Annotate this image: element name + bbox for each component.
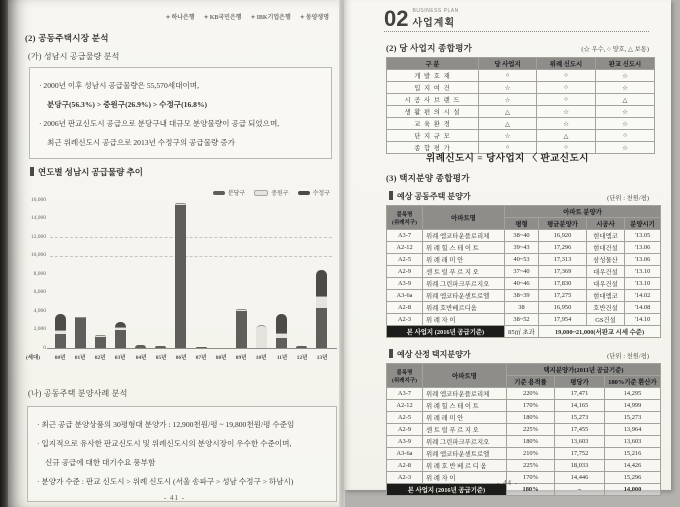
data-cell: 현대건설 xyxy=(587,242,625,254)
left-page-number: - 41 - xyxy=(163,494,186,502)
x-axis-label: 06년 xyxy=(175,355,187,361)
footer-label: 본 사업지 (2016년 공급기준) xyxy=(387,484,507,496)
row-label: 교 육 환 경 xyxy=(387,118,479,130)
chart-bar-segment xyxy=(75,317,86,348)
column-header-apartment: 아파트명 xyxy=(423,206,505,230)
data-cell: 15,216 xyxy=(605,448,661,460)
data-cell: 위례 그린파크푸르지오 xyxy=(423,436,507,448)
column-header: 위례 신도시 xyxy=(537,58,596,70)
bank-logo-icon: ✦ xyxy=(250,15,256,21)
chapter-title: 사업계획 xyxy=(412,18,456,29)
table3-title: 예상 산정 택지분양가 xyxy=(389,349,471,360)
data-cell: A3-9 xyxy=(387,436,423,448)
gridline xyxy=(50,256,332,257)
column-header: 당 사업지 xyxy=(479,58,537,70)
footer-size: 85㎡ 초과 xyxy=(505,326,539,338)
data-cell: 37~40 xyxy=(505,266,539,278)
data-cell: A2-8 xyxy=(387,460,423,472)
rating-legend-note: (☆ 우수, ○ 양호, △ 보통) xyxy=(581,46,649,53)
rating-cell: ☆ xyxy=(596,142,655,154)
x-axis-label: 08년 xyxy=(215,355,227,361)
chapter-rule xyxy=(384,31,649,32)
data-cell: '13.06 xyxy=(625,254,661,266)
data-cell: A2-5 xyxy=(387,412,423,424)
bank-logo-row xyxy=(165,12,329,21)
rating-cell: ☆ xyxy=(596,106,655,118)
legend-label: 분당구 xyxy=(227,191,246,197)
data-cell: A2-12 xyxy=(387,400,423,412)
row-label: 생 활 편 의 시 설 xyxy=(387,106,479,118)
data-cell: 14,295 xyxy=(605,388,661,400)
data-cell: '13.10 xyxy=(625,266,661,278)
footer-value: 14,000 xyxy=(605,484,661,496)
data-cell: GS건설 xyxy=(587,314,625,326)
data-cell: 38 xyxy=(505,302,539,314)
rating-cell: △ xyxy=(596,94,655,106)
y-axis-label: 4,000 xyxy=(33,307,46,314)
data-cell: A2-3 xyxy=(387,314,423,326)
chart-bar-segment xyxy=(95,335,106,337)
data-cell: A2-9 xyxy=(387,266,423,278)
rating-cell: △ xyxy=(479,106,537,118)
rating-cell: ☆ xyxy=(479,82,537,94)
column-subheader: 평형 xyxy=(505,218,539,230)
column-header-block xyxy=(387,206,423,230)
legend-swatch xyxy=(213,191,225,195)
expected-apartment-price-table xyxy=(386,205,661,338)
x-axis-label: 04년 xyxy=(135,355,146,361)
rating-cell: ○ xyxy=(537,70,596,82)
data-cell: 17,296 xyxy=(539,242,587,254)
y-axis-label: 12,000 xyxy=(30,233,46,240)
data-cell: A2-3 xyxy=(387,472,423,484)
legend-label: 중원구 xyxy=(271,191,289,197)
chart-bar-segment xyxy=(115,327,126,331)
info-line: · 분양가 수준 : 판교 신도시 > 위례 신도시 (서울 송파구 > 성남 수정구 > 하남시) xyxy=(37,477,294,486)
data-cell: 위 례 힐 스 테 이 트 xyxy=(423,400,507,412)
rating-cell: ☆ xyxy=(537,106,596,118)
chart-bar-segment xyxy=(276,314,287,333)
data-cell: 위 례 래 미 안 xyxy=(423,412,507,424)
x-axis-label: 07년 xyxy=(195,355,207,361)
table3-unit-note: (단위 : 천원/평) xyxy=(607,353,649,360)
column-subheader: 평균분양가 xyxy=(539,218,587,230)
chart-bar-segment xyxy=(256,325,267,349)
data-cell: 17,313 xyxy=(539,254,587,266)
table-row xyxy=(387,254,661,266)
data-cell: A2-12 xyxy=(387,242,423,254)
bank-logo-icon: ✦ xyxy=(299,15,305,21)
table-row xyxy=(387,278,661,290)
data-cell: 15,273 xyxy=(555,412,605,424)
column-subheader: 180%기준 환산가 xyxy=(605,376,661,388)
data-cell: 210% xyxy=(507,448,555,460)
data-cell: 위 례 래 미 안 xyxy=(423,254,505,266)
axis-unit-label: (세대) xyxy=(25,355,41,361)
row-label: 입 지 여 건 xyxy=(387,82,479,94)
data-cell: 38~39 xyxy=(505,290,539,302)
table-row xyxy=(387,290,661,302)
chart-bar-segment xyxy=(276,337,287,348)
x-axis-label: 12년 xyxy=(296,355,308,361)
y-axis-label: 14,000 xyxy=(30,215,46,221)
rating-cell: ☆ xyxy=(537,118,596,130)
rating-cell: △ xyxy=(479,118,537,130)
x-axis-label: 11년 xyxy=(276,355,287,361)
footer-value: 180% xyxy=(507,484,555,496)
table-footer-row xyxy=(387,326,661,338)
data-cell: A3-9 xyxy=(387,278,423,290)
data-cell: 위례 그린파크푸르지오 xyxy=(423,278,505,290)
table-row xyxy=(387,314,661,326)
data-cell: 대우건설 xyxy=(587,266,625,278)
chart-bar-segment xyxy=(175,204,186,348)
data-cell: 13,964 xyxy=(605,424,661,436)
info-line: · 입지적으로 유사한 판교신도시 및 위례신도시의 분양시장이 우수한 수준이며, xyxy=(37,439,292,448)
info-line: · 2000년 이후 성남시 공급물량은 55,570세대이며, xyxy=(39,81,200,90)
bank-logo xyxy=(300,12,329,21)
supply-analysis-summary-box xyxy=(29,67,332,159)
y-axis-label: 8,000 xyxy=(33,270,46,277)
x-axis-line xyxy=(47,348,337,349)
table-header-row xyxy=(387,206,661,218)
table-row xyxy=(387,130,655,142)
section-marker-icon xyxy=(389,349,393,358)
rating-cell: ☆ xyxy=(596,118,655,130)
header-line: (위례지구) xyxy=(392,219,417,226)
row-label: 개 발 호 재 xyxy=(387,70,479,82)
legend-swatch xyxy=(254,190,268,196)
header-line: 블록명 xyxy=(396,211,413,218)
data-cell: 225% xyxy=(507,460,555,472)
sale-case-summary-box xyxy=(27,406,337,502)
table-row xyxy=(387,460,661,472)
data-cell: 17,954 xyxy=(539,314,587,326)
x-axis-label: 03년 xyxy=(115,355,126,361)
legend-item xyxy=(254,188,288,197)
info-line: 분당구(56.3%) > 중원구(26.9%) > 수정구(16.8%) xyxy=(47,100,208,109)
info-line: · 2006년 판교신도시 공급으로 분당구내 대규모 분양물량이 공급 되었으며, xyxy=(39,119,280,128)
subsection-title-sale-case-analysis: (나) 공동주택 분양사례 분석 xyxy=(28,389,128,398)
bank-logo-icon: ✦ xyxy=(203,15,209,21)
x-axis-label: 13년 xyxy=(316,355,328,361)
data-cell: 삼성물산 xyxy=(587,254,625,266)
legend-label: 수정구 xyxy=(312,191,330,197)
y-axis-label: 0 xyxy=(43,344,46,351)
data-cell: 위례 엠코타운센트로엘 xyxy=(423,290,505,302)
data-cell: 170% xyxy=(507,400,555,412)
left-page xyxy=(8,0,341,507)
column-header-block xyxy=(387,364,423,388)
data-cell: '14.08 xyxy=(625,302,661,314)
data-cell: 13,603 xyxy=(555,436,605,448)
data-cell: A3-6a xyxy=(387,290,423,302)
table-row xyxy=(387,302,661,314)
table-row xyxy=(387,400,661,412)
bank-logo xyxy=(204,12,242,21)
table-row xyxy=(387,70,655,82)
data-cell: 38~52 xyxy=(505,314,539,326)
rating-cell: △ xyxy=(537,130,596,142)
column-header-apartment: 아파트명 xyxy=(423,364,507,388)
bank-logo xyxy=(251,12,291,21)
rating-cell: ○ xyxy=(537,82,596,94)
table2-title: 예상 공동주택 분양가 xyxy=(389,191,471,202)
comparison-statement: 위례신도시 = 당사업지 〈 판교신도시 xyxy=(426,154,589,164)
data-cell: 15,273 xyxy=(605,412,661,424)
table-row xyxy=(387,388,661,400)
data-cell: 14,426 xyxy=(605,460,661,472)
data-cell: 대우건설 xyxy=(587,278,625,290)
rating-cell: ☆ xyxy=(479,130,537,142)
column-subheader: 평당가 xyxy=(555,376,605,388)
data-cell: A3-6a xyxy=(387,448,423,460)
legend-item xyxy=(213,188,245,197)
rating-cell: ○ xyxy=(479,70,537,82)
data-cell: 위례 엠코타운플로리체 xyxy=(423,388,507,400)
data-cell: 17,752 xyxy=(555,448,605,460)
data-cell: 위례 호반베르디움 xyxy=(423,302,505,314)
chart-bar-segment xyxy=(95,336,106,348)
data-cell: 17,455 xyxy=(555,424,605,436)
chart-bar-segment xyxy=(316,307,327,348)
data-cell: 16,920 xyxy=(539,230,587,242)
rating-cell: ☆ xyxy=(596,70,655,82)
rating-cell: ○ xyxy=(596,130,655,142)
bank-logo xyxy=(165,12,194,21)
table-row xyxy=(387,412,661,424)
chart-bar-segment xyxy=(115,322,126,327)
chart-bar-segment xyxy=(316,270,327,296)
chart-bar-segment xyxy=(276,333,287,338)
data-cell: 14,999 xyxy=(605,400,661,412)
row-label: 종 합 평 가 xyxy=(387,142,479,154)
data-cell: 225% xyxy=(507,424,555,436)
table-row xyxy=(387,94,655,106)
data-cell: 현대엠코 xyxy=(587,230,625,242)
rating-cell: ○ xyxy=(537,142,596,154)
chart-bar-segment xyxy=(55,333,66,348)
column-subheader: 분양시기 xyxy=(625,218,661,230)
data-cell: 180% xyxy=(507,412,555,424)
section-marker-icon xyxy=(30,167,34,176)
data-cell: '13.06 xyxy=(625,242,661,254)
table-row xyxy=(387,266,661,278)
info-line: 최근 위례신도시 공급으로 2013년 수정구의 공급물량 증가 xyxy=(47,138,235,147)
column-subheader: 시공사 xyxy=(587,218,625,230)
chart-title: 연도별 성남시 공급물량 추이 xyxy=(30,166,143,178)
data-cell: 170% xyxy=(507,472,555,484)
y-axis-label: 16,000 xyxy=(30,196,46,203)
row-label: 단 지 규 모 xyxy=(387,130,479,142)
y-axis-label: 6,000 xyxy=(33,289,46,295)
data-cell: 호반건설 xyxy=(587,302,625,314)
data-cell: A2-5 xyxy=(387,254,423,266)
chart-bar-segment xyxy=(55,330,66,334)
data-cell: 17,471 xyxy=(555,388,605,400)
table-row xyxy=(387,242,661,254)
table-row xyxy=(387,436,661,448)
x-axis-label: 10년 xyxy=(256,355,267,361)
rating-cell: ○ xyxy=(479,142,537,154)
table-row xyxy=(387,230,661,242)
chart-legend xyxy=(213,188,330,197)
section-marker-icon xyxy=(389,191,393,200)
x-axis-label: 02년 xyxy=(95,355,106,361)
data-cell: 17,275 xyxy=(539,290,587,302)
chart-bar-segment xyxy=(55,314,66,331)
data-cell: '14.02 xyxy=(625,290,661,302)
table-row xyxy=(387,118,655,130)
data-cell: 위 례 자 이 xyxy=(423,472,507,484)
chart-bar-segment xyxy=(316,296,327,308)
data-cell: 180% xyxy=(507,436,555,448)
bank-logo-label: IBK기업은행 xyxy=(256,15,291,21)
data-cell: 38~40 xyxy=(505,230,539,242)
chapter-header xyxy=(384,8,459,30)
column-subheader: 기준 용적률 xyxy=(507,376,555,388)
y-axis-label: 2,000 xyxy=(33,326,46,332)
subsection-title-supply-analysis: (가) 성남시 공급물량 분석 xyxy=(28,52,120,61)
data-cell: A2-9 xyxy=(387,424,423,436)
data-cell: 17,830 xyxy=(539,278,587,290)
x-axis-label: 05년 xyxy=(155,355,167,361)
data-cell: 14,165 xyxy=(555,400,605,412)
supply-volume-stacked-bar-chart xyxy=(20,184,336,368)
estimated-land-price-table xyxy=(386,363,661,496)
table-row xyxy=(387,106,655,118)
x-axis-label: 09년 xyxy=(236,355,247,361)
column-header: 판교 신도시 xyxy=(596,58,655,70)
chapter-eyebrow: BUSINESS PLAN xyxy=(412,8,459,14)
table2-unit-note: (단위 : 천원/평) xyxy=(607,195,649,202)
rating-cell: ☆ xyxy=(479,94,537,106)
data-cell: 17,369 xyxy=(539,266,587,278)
data-cell: 위례 엠코타운센트로엘 xyxy=(423,448,507,460)
chart-bar-segment xyxy=(236,310,247,348)
footer-value: – xyxy=(555,484,605,496)
chart-bar-segment xyxy=(175,203,186,205)
x-axis-label: 01년 xyxy=(74,355,86,361)
data-cell: 위 례 자 이 xyxy=(423,314,505,326)
data-cell: 16,950 xyxy=(539,302,587,314)
data-cell: 현대엠코 xyxy=(587,290,625,302)
bank-logo-label: 하나은행 xyxy=(171,15,195,21)
data-cell: '13.10 xyxy=(625,278,661,290)
chart-bar-segment xyxy=(236,309,247,311)
legend-item xyxy=(298,188,330,197)
data-cell: 13,603 xyxy=(605,436,661,448)
data-cell: 위 례 힐 스 테 이 트 xyxy=(423,242,505,254)
data-cell: '14.10 xyxy=(625,314,661,326)
table-row xyxy=(387,424,661,436)
legend-swatch xyxy=(298,191,310,195)
row-label: 시 공 사 브 랜 드 xyxy=(387,94,479,106)
info-line: · 최근 공급 분양상품의 30평형대 분양가 : 12,900천원/평 ~ 19,800천원/평 수준임 xyxy=(37,420,295,429)
data-cell: 센 트 럴 푸 르 지 오 xyxy=(423,266,505,278)
data-cell: 39~43 xyxy=(505,242,539,254)
rating-cell: ○ xyxy=(537,94,596,106)
bank-logo-icon: ✦ xyxy=(165,15,171,21)
info-line: 신규 공급에 대한 대기수요 풍부함 xyxy=(45,458,156,467)
data-cell: 15,296 xyxy=(605,472,661,484)
site-evaluation-table xyxy=(386,57,655,154)
table-header-row xyxy=(387,58,655,70)
bank-logo-label: KB국민은행 xyxy=(209,15,242,21)
data-cell: 위 례 호 반 베 르 디 움 xyxy=(423,460,507,472)
section-title-market-analysis: (2) 공동주택시장 분석 xyxy=(25,33,109,43)
table-row xyxy=(387,82,655,94)
bank-logo-label: 동양생명 xyxy=(305,15,329,21)
data-cell: '13.05 xyxy=(625,230,661,242)
y-axis-label: 10,000 xyxy=(30,252,46,258)
header-line: 블록명 xyxy=(396,369,413,376)
table-row xyxy=(387,448,661,460)
column-header: 구 분 xyxy=(387,58,479,70)
chart-bar-segment xyxy=(115,330,126,349)
table-header-row xyxy=(387,364,661,376)
column-header-span: 아파트 분양가 xyxy=(505,206,661,218)
rating-cell: ☆ xyxy=(596,82,655,94)
data-cell: 센 트 럴 푸 르 지 오 xyxy=(423,424,507,436)
data-cell: A3-7 xyxy=(387,388,423,400)
section-title-site-evaluation: (2) 당 사업지 종합평가 xyxy=(386,43,473,53)
data-cell: 위례 엠코타운플로리체 xyxy=(423,230,505,242)
data-cell: 18,033 xyxy=(555,460,605,472)
data-cell: A3-7 xyxy=(387,230,423,242)
column-header-span: 택지분양가(2011년 공급기준) xyxy=(507,364,661,376)
right-page-number: - 44 - xyxy=(496,479,519,487)
chapter-number: 02 xyxy=(384,6,409,31)
data-cell: A2-8 xyxy=(387,302,423,314)
header-line: (위례지구) xyxy=(392,377,417,384)
data-cell: 40~53 xyxy=(505,254,539,266)
right-page xyxy=(344,0,671,494)
section-title-land-sale-evaluation: (3) 택지분양 종합평가 xyxy=(386,173,470,183)
data-cell: 14,446 xyxy=(555,472,605,484)
data-cell: 220% xyxy=(507,388,555,400)
footer-price: 19,000~21,000(서판교 시세 수준) xyxy=(539,326,661,338)
footer-label: 본 사업지 (2016년 공급기준) xyxy=(387,326,505,338)
x-axis-label: 00년 xyxy=(54,355,66,361)
data-cell: 40~46 xyxy=(505,278,539,290)
gridline xyxy=(50,237,332,238)
